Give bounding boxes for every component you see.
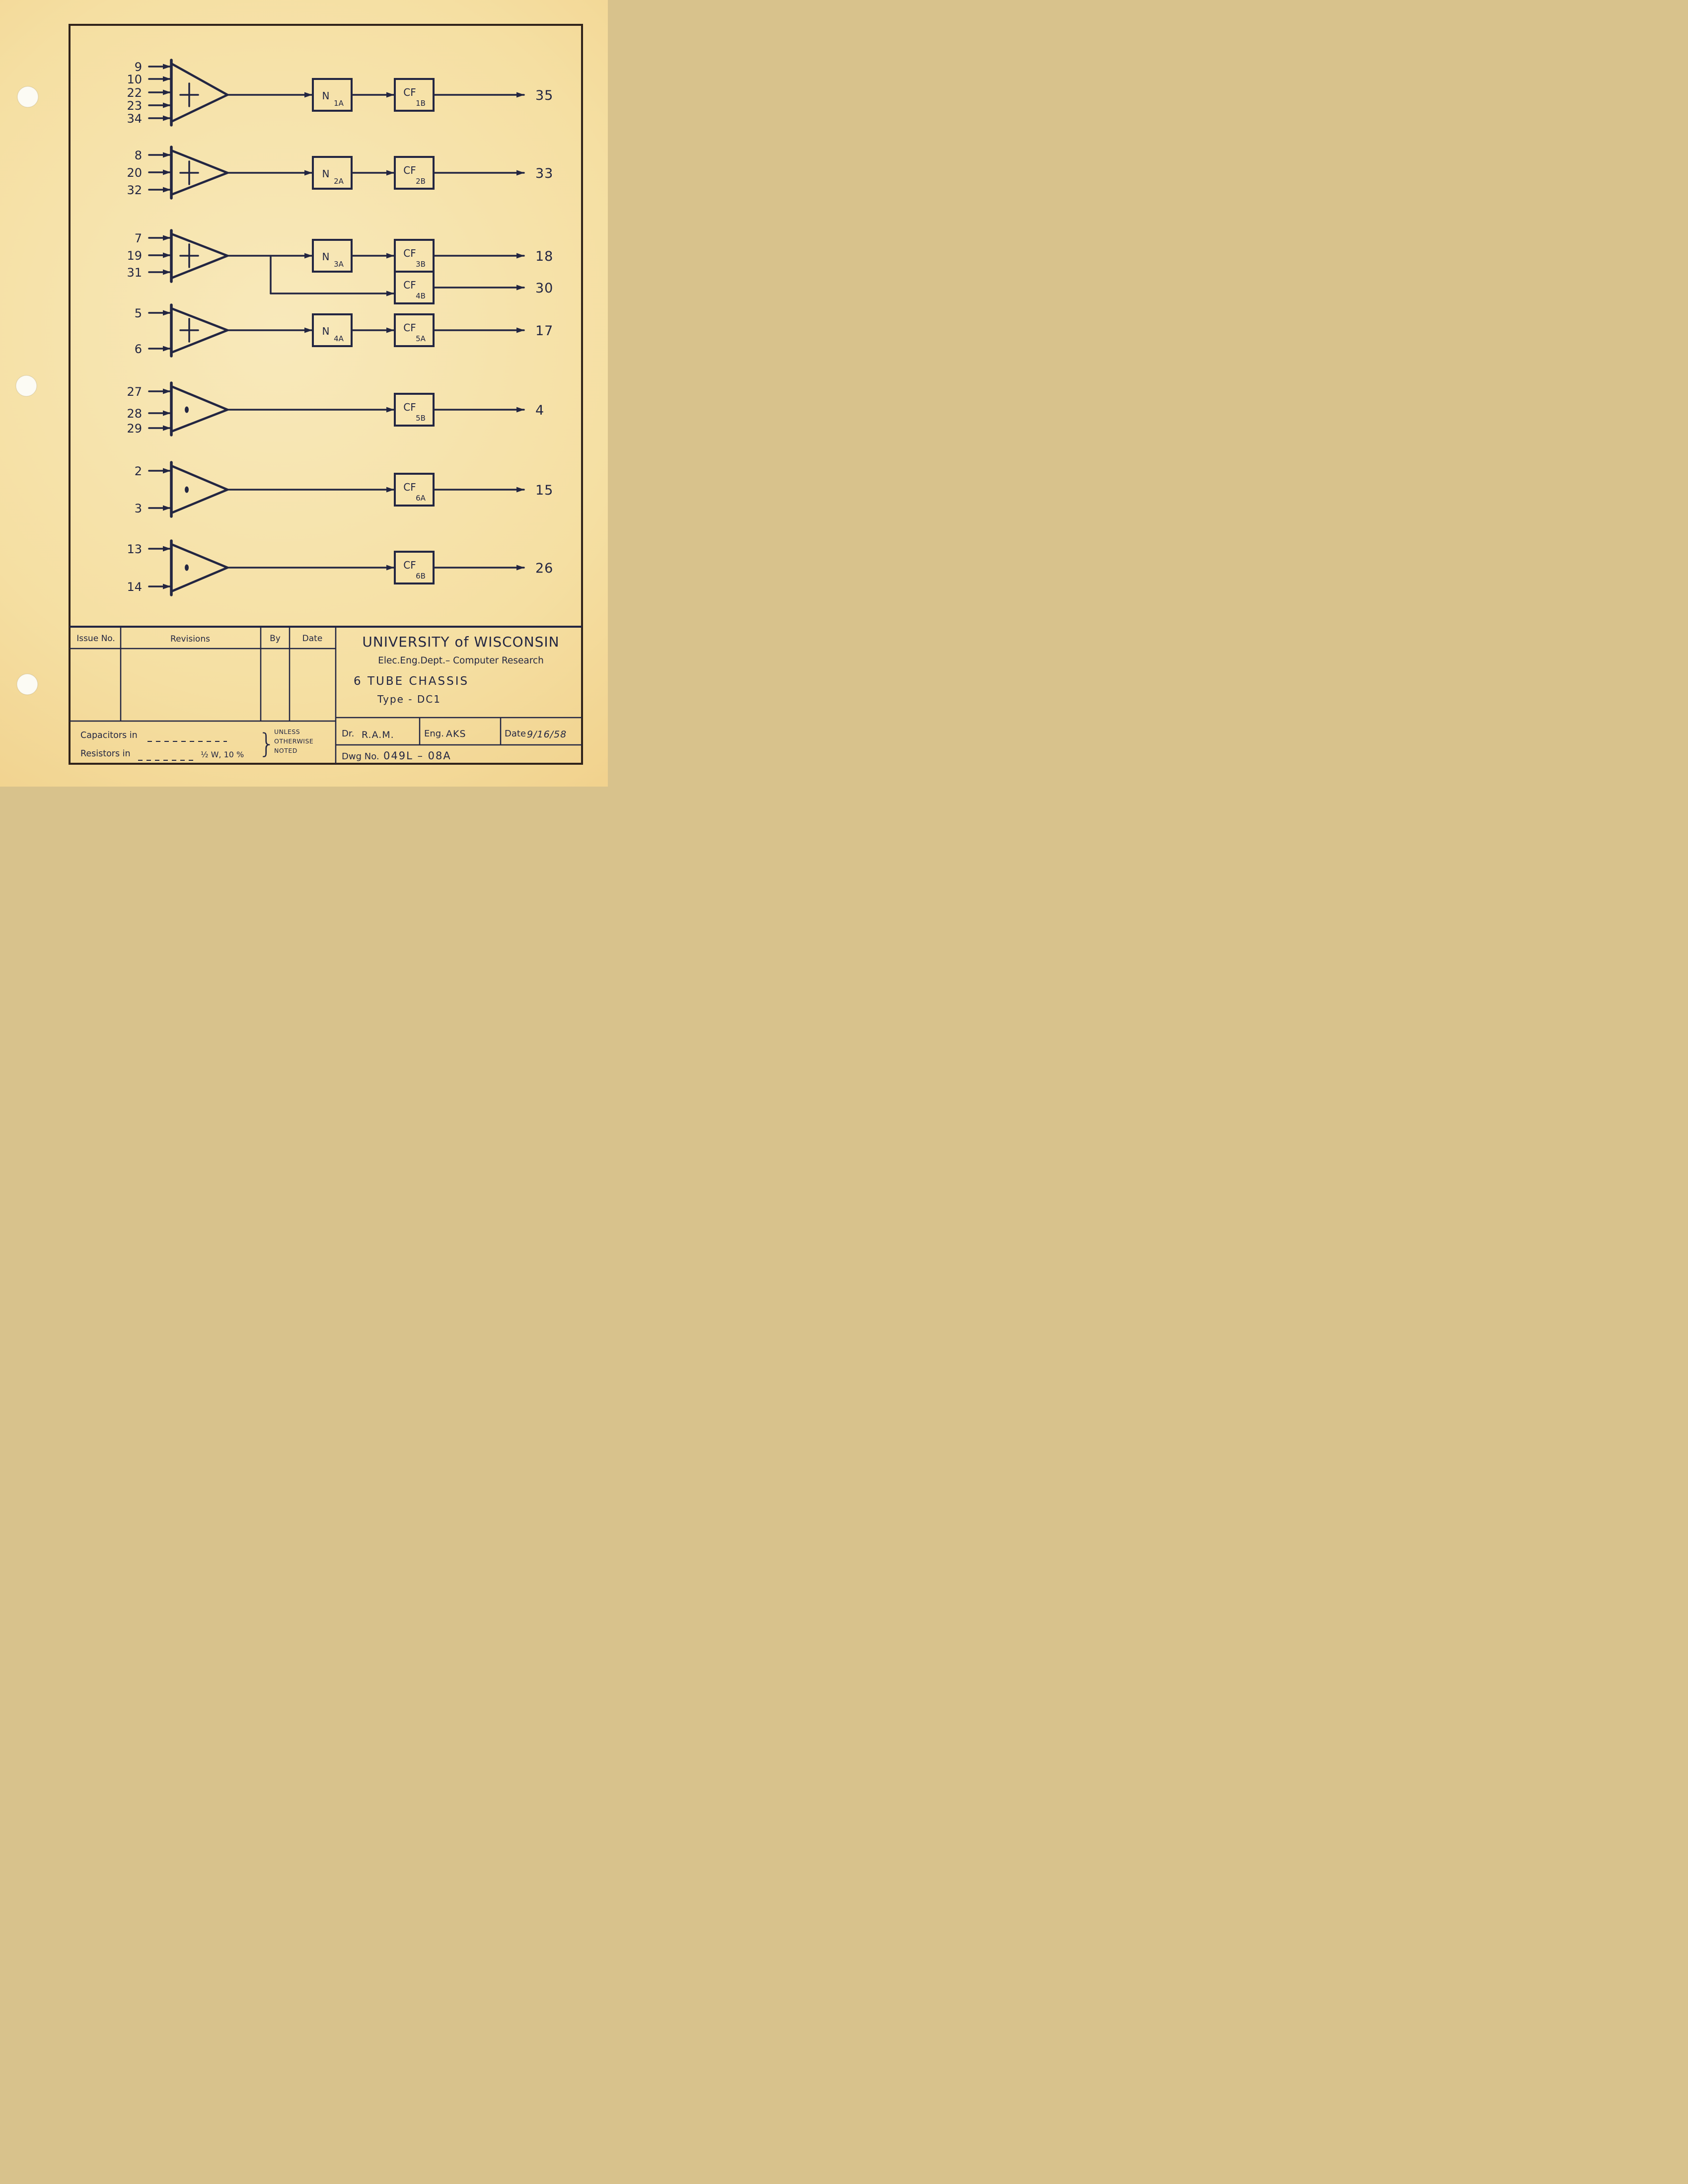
stage-label: CF xyxy=(403,559,416,571)
stage-box xyxy=(313,240,352,272)
input-label: 6 xyxy=(134,342,142,356)
gate-row xyxy=(127,147,553,198)
column-header-revisions: Revisions xyxy=(170,634,210,644)
gate-triangle xyxy=(171,544,227,591)
input-label: 8 xyxy=(134,148,142,162)
stage-label: N xyxy=(322,168,330,180)
stage-sublabel: 5B xyxy=(416,414,426,423)
gate-row xyxy=(135,305,554,356)
gate-row xyxy=(127,60,553,126)
stage-label: CF xyxy=(403,247,416,259)
stage-sublabel: 5A xyxy=(416,334,426,343)
stage-sublabel: 1B xyxy=(416,99,426,108)
output-label: 4 xyxy=(535,403,545,418)
stage-label: CF xyxy=(403,401,416,413)
stage-label: CF xyxy=(403,164,416,176)
title-block xyxy=(76,634,567,762)
resistors-value: ½ W, 10 % xyxy=(201,750,244,759)
output-label: 17 xyxy=(535,323,554,339)
stage-label: CF xyxy=(403,322,416,334)
dot-icon xyxy=(185,487,189,493)
date-value: 9/16/58 xyxy=(527,729,567,740)
engineer-label: Eng. xyxy=(424,728,444,739)
output-label: 15 xyxy=(535,483,554,498)
input-label: 20 xyxy=(127,166,142,180)
note-line-3: NOTED xyxy=(274,747,297,754)
output-label: 33 xyxy=(535,166,554,181)
stage-label: CF xyxy=(403,481,416,493)
stage-sublabel: 3A xyxy=(334,260,344,269)
stage-sublabel: 2B xyxy=(416,177,426,186)
capacitors-label: Capacitors in xyxy=(80,730,138,740)
output-label: 18 xyxy=(535,249,554,264)
input-label: 14 xyxy=(127,580,142,594)
output-label: 35 xyxy=(535,88,554,103)
punch-hole xyxy=(17,674,38,695)
input-label: 13 xyxy=(127,542,142,556)
punch-hole xyxy=(17,86,38,107)
stage-label: N xyxy=(322,251,330,263)
stage-sublabel: 4A xyxy=(334,334,344,343)
stage-sublabel: 1A xyxy=(334,99,344,108)
drawn-by-label: Dr. xyxy=(342,728,355,739)
date-label: Date xyxy=(505,728,526,739)
drawing-type: Type - DC1 xyxy=(377,693,441,705)
stage-sublabel: 4B xyxy=(416,291,426,300)
stage-label: CF xyxy=(403,86,416,98)
dot-icon xyxy=(185,565,189,571)
input-label: 5 xyxy=(134,306,142,320)
punch-hole xyxy=(16,375,37,396)
stage-sublabel: 2A xyxy=(334,177,344,186)
stage-sublabel: 6B xyxy=(416,572,426,581)
input-label: 9 xyxy=(134,60,142,74)
gate-triangle xyxy=(171,466,227,513)
stage-label: N xyxy=(322,325,330,337)
input-label: 3 xyxy=(134,502,142,515)
logic-diagram xyxy=(127,60,553,595)
input-label: 27 xyxy=(127,385,142,399)
output-label: 30 xyxy=(535,281,554,296)
input-label: 2 xyxy=(134,464,142,478)
dwg-no-label: Dwg No. xyxy=(342,751,379,762)
stage-sublabel: 3B xyxy=(416,260,426,269)
input-label: 19 xyxy=(127,249,142,263)
input-label: 29 xyxy=(127,422,142,436)
drawn-by-value: R.A.M. xyxy=(362,729,394,740)
note-line-1: UNLESS xyxy=(274,728,300,735)
input-label: 31 xyxy=(127,266,142,280)
input-label: 10 xyxy=(127,73,142,86)
dot-icon xyxy=(185,407,189,413)
page-border xyxy=(70,25,582,764)
gate-row xyxy=(127,541,553,595)
engineer-value: AKS xyxy=(446,728,466,739)
scanned-drawing-page xyxy=(0,0,608,787)
stage-label: N xyxy=(322,90,330,102)
org-department: Elec.Eng.Dept.– Computer Research xyxy=(378,655,544,666)
note-line-2: OTHERWISE xyxy=(274,737,314,745)
input-label: 7 xyxy=(134,231,142,245)
input-label: 34 xyxy=(127,112,142,126)
drawing-title: 6 TUBE CHASSIS xyxy=(354,675,469,688)
note-brace: } xyxy=(258,728,276,759)
input-label: 22 xyxy=(127,86,142,100)
column-header-by: By xyxy=(270,634,281,644)
gate-triangle xyxy=(171,386,227,432)
column-header-issue-no: Issue No. xyxy=(76,634,115,644)
gate-row xyxy=(127,230,553,303)
stage-sublabel: 6A xyxy=(416,494,426,503)
stage-box xyxy=(313,157,352,189)
resistors-label: Resistors in xyxy=(80,749,131,759)
stage-box xyxy=(313,314,352,346)
gate-row xyxy=(127,383,544,436)
dwg-no-value: 049L – 08A xyxy=(383,750,451,762)
stage-label: CF xyxy=(403,279,416,291)
gate-triangle xyxy=(171,64,227,122)
output-label: 26 xyxy=(535,561,554,576)
stage-box xyxy=(313,79,352,111)
input-label: 23 xyxy=(127,99,142,113)
input-label: 28 xyxy=(127,407,142,421)
page-svg xyxy=(0,0,608,787)
column-header-date: Date xyxy=(302,634,323,644)
input-label: 32 xyxy=(127,183,142,197)
org-name: UNIVERSITY of WISCONSIN xyxy=(362,634,560,650)
gate-row xyxy=(135,462,554,516)
